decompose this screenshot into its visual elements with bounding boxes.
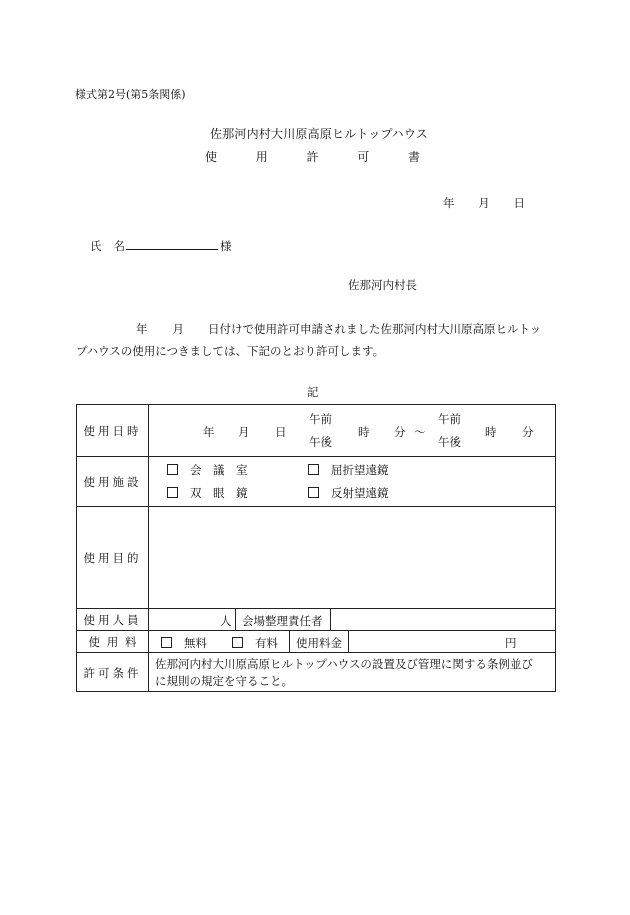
recipient-name-line [90,237,232,254]
conditions-label: 許可条件 [83,665,142,680]
people-unit: 人 [220,614,232,628]
fee-paid-option[interactable]: 有料 [232,635,278,651]
facility-label: 使用施設 [83,474,142,489]
option-binoculars[interactable]: 双 眼 鏡 [167,485,248,501]
date-month: 月 [478,196,490,210]
body-line-1 [76,318,556,340]
purpose-label: 使用目的 [83,550,142,565]
start-pm: 午後 [309,435,332,449]
body-line-1-text: 日付けで使用許可申請されました佐那河内村大川原高原ヒルトッ [208,322,542,336]
fee-free-option[interactable]: 無料 [161,635,207,651]
checkbox-icon [308,464,319,475]
datetime-label: 使用日時 [83,423,142,438]
facility-name: 佐那河内村大川原高原ヒルトップハウス [210,127,428,141]
checkbox-icon [308,487,319,498]
option-conference[interactable]: 会 議 室 [167,462,248,478]
start-am: 午前 [309,412,332,426]
body-month: 月 [172,322,184,336]
checkbox-icon [161,637,172,648]
document-title [205,148,420,165]
option-refracting-telescope[interactable]: 屈折望遠鏡 [308,462,389,478]
range-tilde: 〜 [414,425,426,439]
title-char: 許 [306,150,319,164]
end-am: 午前 [438,412,461,426]
permit-table: 使用日時 年 月 日 午前 午後 時 分 〜 午前 午後 時 分 使用施設 会 議 室 屈折望遠鏡 双 眼 鏡 反射望遠鏡 使用目的 使用人員 人 会場整理責任者 使 用 料 無料 有料 使用料金 円 許可条件 佐那河内村大川原高原ヒルトップハウスの設置及び管理に関する条例並び に規則の規定を守ること。 [76,404,556,692]
title-char: 使 [205,150,218,164]
recipient-label: 氏 名 [90,239,125,253]
yen-unit: 円 [505,636,517,650]
date-day: 日 [513,196,525,210]
title-char: 用 [255,150,268,164]
purpose-field[interactable] [149,507,555,608]
manager-label: 会場整理責任者 [242,614,323,628]
recipient-name-blank[interactable] [126,237,218,250]
date-year: 年 [443,196,455,210]
recipient-suffix: 様 [220,239,232,253]
body-line-2: プハウスの使用につきましては、下記のとおり許可します。 [76,344,385,358]
body-year: 年 [136,322,148,336]
title-char: 可 [357,150,370,164]
checkbox-icon [167,487,178,498]
fee-label: 使 用 料 [88,634,137,649]
end-pm: 午後 [438,435,461,449]
conditions-text: 佐那河内村大川原高原ヒルトップハウスの設置及び管理に関する条例並び に規則の規定を守ること。 [155,657,533,688]
people-label: 使用人員 [83,612,142,627]
checkbox-icon [167,464,178,475]
option-reflecting-telescope[interactable]: 反射望遠鏡 [308,485,389,501]
issuer: 佐那河内村長 [348,278,417,292]
ki-heading: 記 [307,385,319,399]
title-char: 書 [407,150,420,164]
form-number: 様式第2号(第5条関係) [75,88,186,101]
checkbox-icon [232,637,243,648]
issue-date [443,195,525,211]
fee-amount-label: 使用料金 [296,636,342,650]
manager-field[interactable] [331,609,555,630]
body-text [76,318,556,362]
